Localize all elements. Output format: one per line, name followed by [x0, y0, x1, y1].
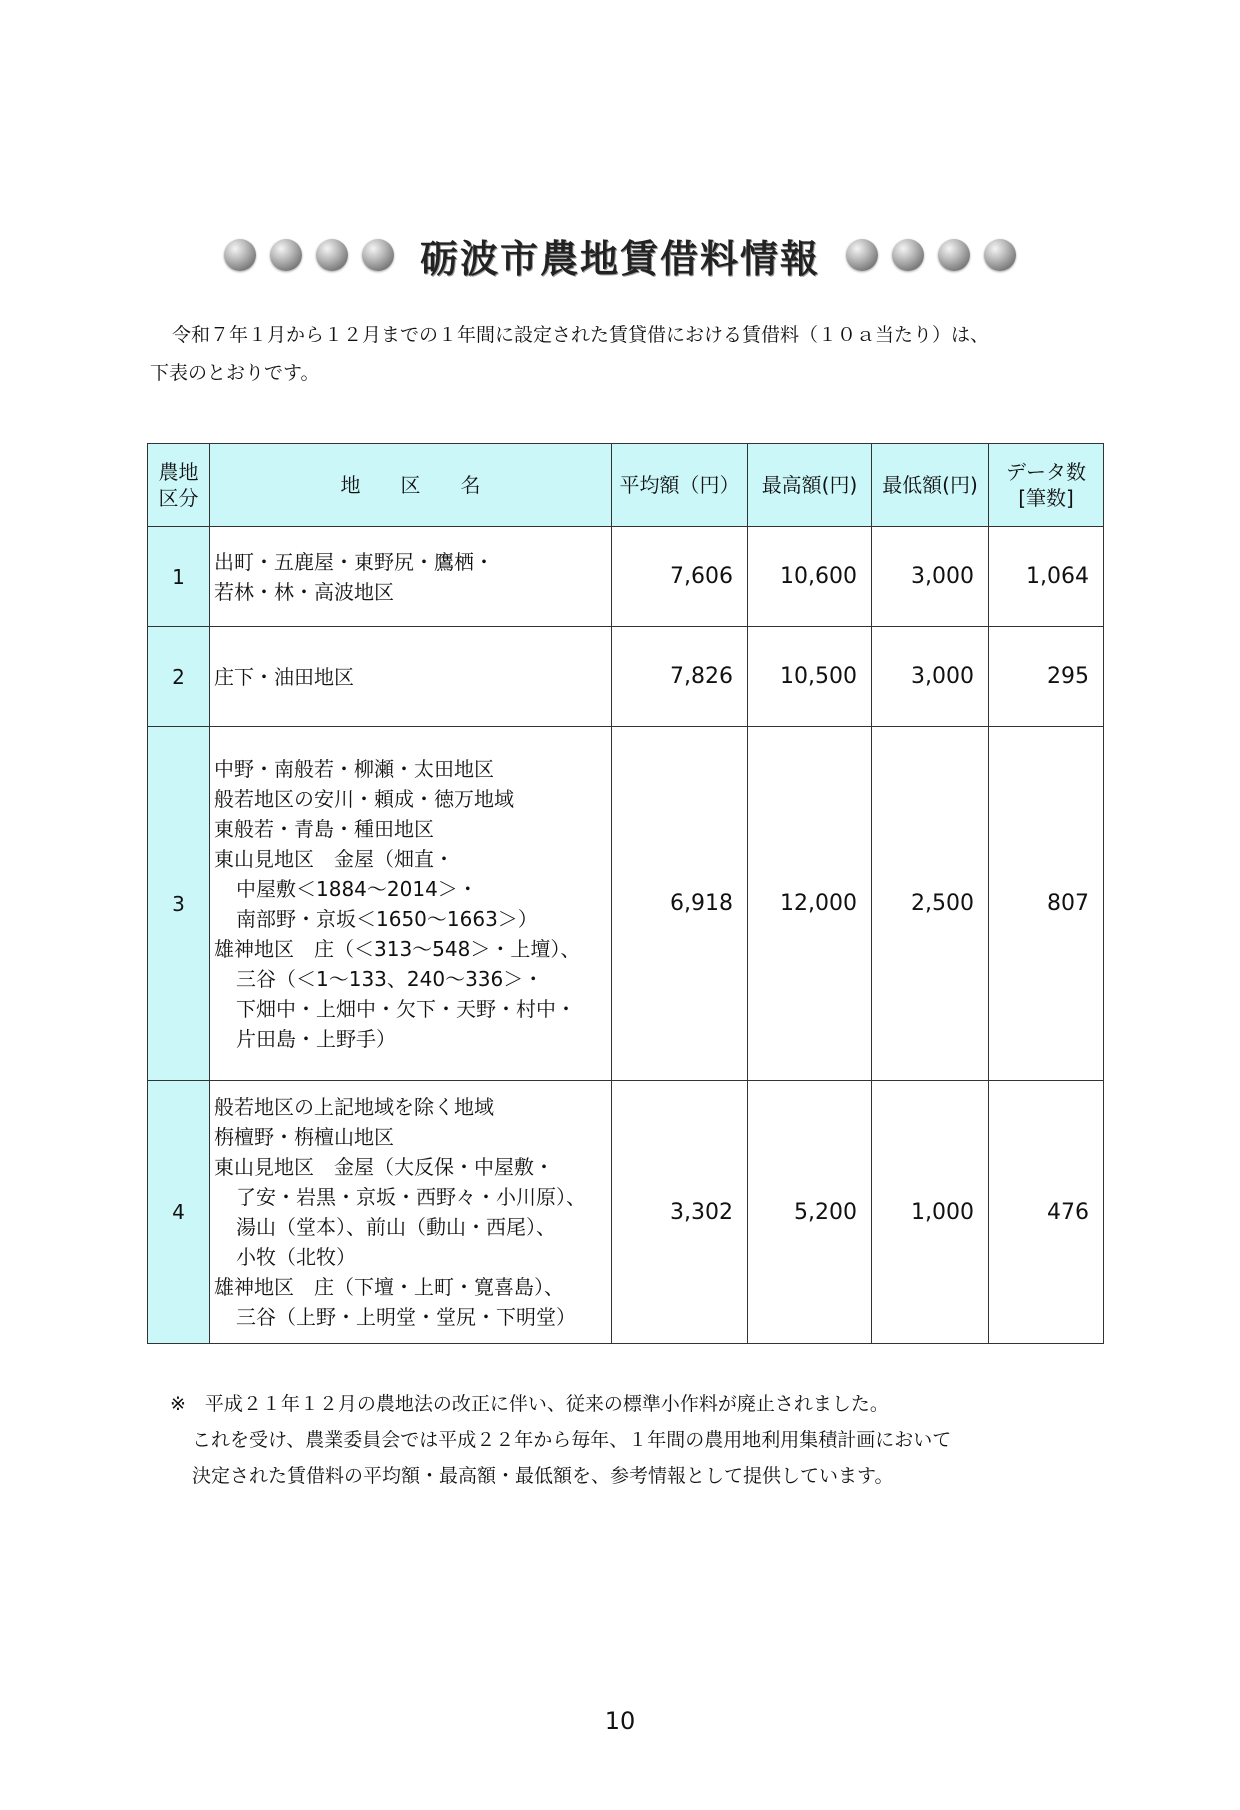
table-row — [148, 527, 1104, 627]
area-line: 栴檀野・栴檀山地区 — [214, 1125, 394, 1149]
cell-kubun: 1 — [148, 527, 210, 627]
area-line: 雄神地区 庄（下壇・上町・寛喜島）、 — [214, 1275, 564, 1299]
cell-min: 1,000 — [872, 1081, 989, 1344]
area-line: 中屋敷＜1884～2014＞・ — [236, 876, 478, 901]
cell-avg: 3,302 — [612, 1081, 748, 1344]
cell-avg: 6,918 — [612, 727, 748, 1081]
table-row — [148, 1081, 1104, 1344]
header-count: データ数 [筆数] — [989, 444, 1104, 527]
intro-line-2: 下表のとおりです。 — [150, 362, 320, 384]
footnote-line-1: ※ 平成２１年１２月の農地法の改正に伴い、従来の標準小作料が廃止されました。 — [170, 1393, 889, 1415]
right-dots — [846, 239, 1016, 271]
cell-kubun: 2 — [148, 627, 210, 727]
area-line: 中野・南般若・柳瀬・太田地区 — [214, 756, 494, 781]
cell-count: 476 — [989, 1081, 1104, 1344]
area-line: 湯山（堂本）、前山（動山・西尾）、 — [236, 1215, 556, 1239]
cell-min: 2,500 — [872, 727, 989, 1081]
area-line: 南部野・京坂＜1650～1663＞） — [236, 906, 538, 931]
cell-max: 5,200 — [748, 1081, 872, 1344]
circle-icon — [316, 239, 348, 271]
header-max: 最高額(円) — [748, 444, 872, 527]
cell-min: 3,000 — [872, 627, 989, 727]
cell-area — [210, 727, 612, 1081]
circle-icon — [938, 239, 970, 271]
area-line: 東山見地区 金屋（大反保・中屋敷・ — [214, 1155, 554, 1179]
rent-table — [147, 443, 1104, 1344]
area-line: 了安・岩黒・京坂・西野々・小川原）、 — [236, 1185, 586, 1209]
area-line: 片田島・上野手） — [236, 1026, 396, 1051]
area-line: 三谷（＜1～133、240～336＞・ — [236, 966, 544, 991]
header-kubun: 農地 区分 — [148, 444, 210, 527]
area-line: 般若地区の安川・頼成・徳万地域 — [214, 786, 514, 811]
cell-count: 1,064 — [989, 527, 1104, 627]
area-line: 三谷（上野・上明堂・堂尻・下明堂） — [236, 1305, 576, 1329]
intro-line-1: 令和７年１月から１２月までの１年間に設定された賃貸借における賃借料（１０ａ当たり）は、 — [172, 324, 990, 346]
table-row — [148, 627, 1104, 727]
table-header-row — [148, 444, 1104, 527]
circle-icon — [984, 239, 1016, 271]
left-dots — [224, 239, 394, 271]
footnote-line-2: これを受け、農業委員会では平成２２年から毎年、１年間の農用地利用集積計画において — [192, 1429, 952, 1451]
circle-icon — [224, 239, 256, 271]
page-number: 10 — [604, 1707, 636, 1735]
circle-icon — [270, 239, 302, 271]
cell-max: 10,600 — [748, 527, 872, 627]
footnote-line-3: 決定された賃借料の平均額・最高額・最低額を、参考情報として提供しています。 — [192, 1465, 894, 1487]
title-banner — [0, 225, 1240, 285]
cell-max: 10,500 — [748, 627, 872, 727]
cell-min: 3,000 — [872, 527, 989, 627]
cell-kubun: 4 — [148, 1081, 210, 1344]
circle-icon — [892, 239, 924, 271]
page-title: 砺波市農地賃借料情報 — [419, 236, 820, 281]
cell-avg: 7,606 — [612, 527, 748, 627]
cell-count: 807 — [989, 727, 1104, 1081]
area-line: 東山見地区 金屋（畑直・ — [214, 846, 454, 871]
area-line: 若林・林・高波地区 — [214, 579, 394, 604]
header-min: 最低額(円) — [872, 444, 989, 527]
area-line: 東般若・青島・種田地区 — [214, 816, 434, 841]
cell-max: 12,000 — [748, 727, 872, 1081]
area-line: 下畑中・上畑中・欠下・天野・村中・ — [236, 996, 576, 1021]
area-line: 般若地区の上記地域を除く地域 — [214, 1095, 494, 1119]
cell-area — [210, 1081, 612, 1344]
cell-area — [210, 527, 612, 627]
cell-avg: 7,826 — [612, 627, 748, 727]
header-avg: 平均額（円） — [612, 444, 748, 527]
circle-icon — [362, 239, 394, 271]
area-line: 小牧（北牧） — [236, 1245, 356, 1269]
cell-count: 295 — [989, 627, 1104, 727]
cell-area — [210, 627, 612, 727]
footnote — [170, 1386, 1100, 1494]
circle-icon — [846, 239, 878, 271]
header-area: 地 区 名 — [210, 444, 612, 527]
table-row — [148, 727, 1104, 1081]
area-line: 出町・五鹿屋・東野尻・鷹栖・ — [214, 549, 494, 574]
intro-paragraph — [150, 316, 1080, 392]
cell-kubun: 3 — [148, 727, 210, 1081]
area-line: 庄下・油田地区 — [214, 664, 354, 689]
area-line: 雄神地区 庄（＜313～548＞・上壇）、 — [214, 936, 581, 961]
